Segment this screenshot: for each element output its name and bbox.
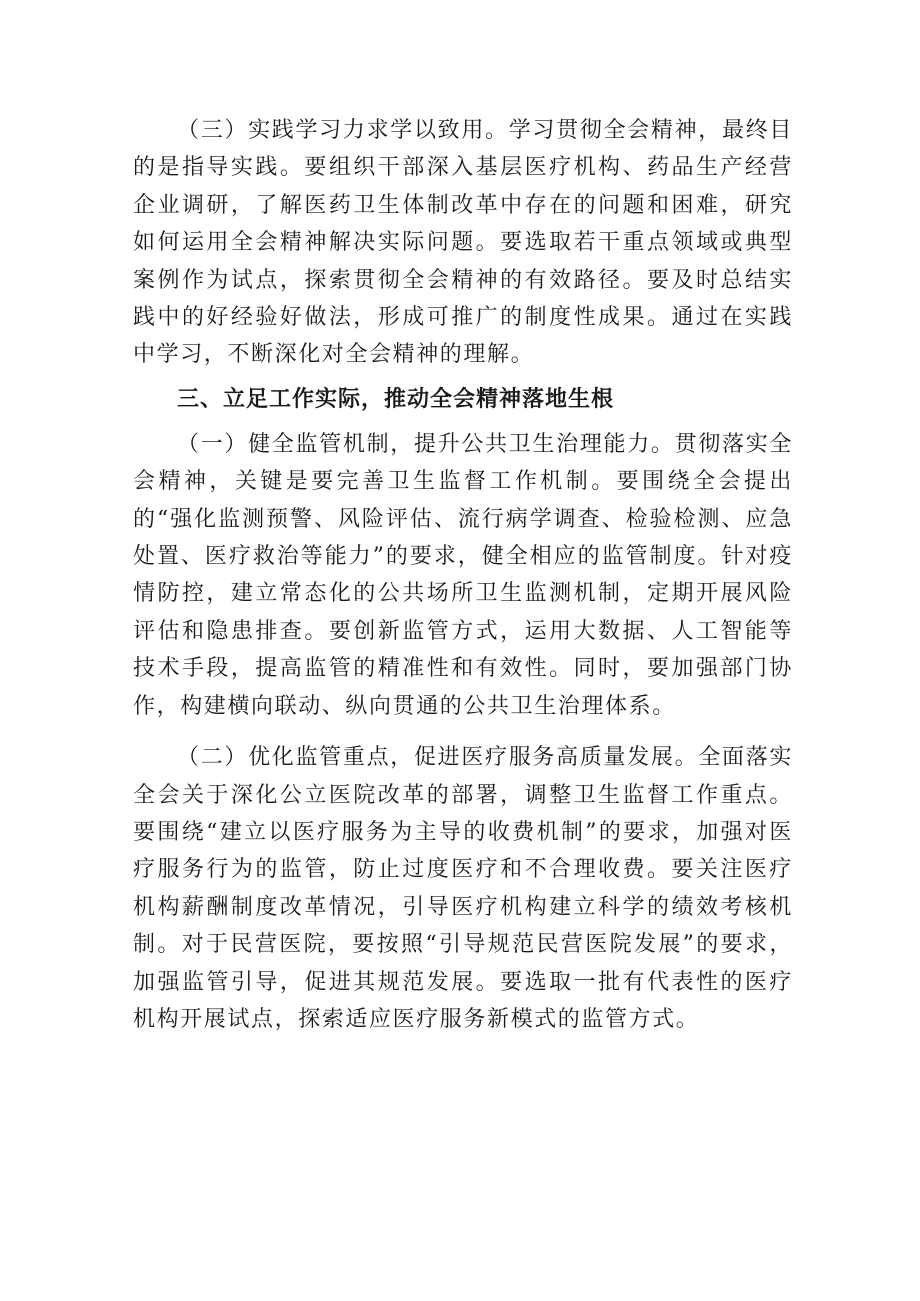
section-heading-three: 三、立足工作实际，推动全会精神落地生根 xyxy=(177,386,615,412)
paragraph-practice-learning: （三）实践学习力求学以致用。学习贯彻全会精神，最终目的是指导实践。要组织干部深入基层医疗机构、药品生产经营企业调研，了解医药卫生体制改革中存在的问题和困难，研究如何运用全会精神解决实际问题。要选取若干重点领域或典型案例作为试点，探索贯彻全会精神的有效路径。要及时总结实践中的好经验好做法，形成可推广的制度性成果。通过在实践中学习，不断深化对全会精神的理解。 xyxy=(133,118,793,368)
paragraph-gap xyxy=(133,725,793,739)
paragraph-supervision-focus: （二）优化监管重点，促进医疗服务高质量发展。全面落实全会关于深化公立医院改革的部署，调整卫生监督工作重点。要围绕“建立以医疗服务为主导的收费机制”的要求，加强对医疗服务行为的监管，防止过度医疗和不合理收费。要关注医疗机构薪酬制度改革情况，引导医疗机构建立科学的绩效考核机制。对于民营医院，要按照“引导规范民营医院发展”的要求，加强监管引导，促进其规范发展。要选取一批有代表性的医疗机构开展试点，探索适应医疗服务新模式的监管方式。 xyxy=(133,745,793,1032)
paragraph-supervision-mechanism: （一）健全监管机制，提升公共卫生治理能力。贯彻落实全会精神，关键是要完善卫生监督工作机制。要围绕全会提出的“强化监测预警、风险评估、流行病学调查、检验检测、应急处置、医疗救治等能力”的要求，健全相应的监管制度。针对疫情防控，建立常态化的公共场所卫生监测机制，定期开展风险评估和隐患排查。要创新监管方式，运用大数据、人工智能等技术手段，提高监管的精准性和有效性。同时，要加强部门协作，构建横向联动、纵向贯通的公共卫生治理体系。 xyxy=(133,431,793,719)
document-page xyxy=(133,112,793,1038)
